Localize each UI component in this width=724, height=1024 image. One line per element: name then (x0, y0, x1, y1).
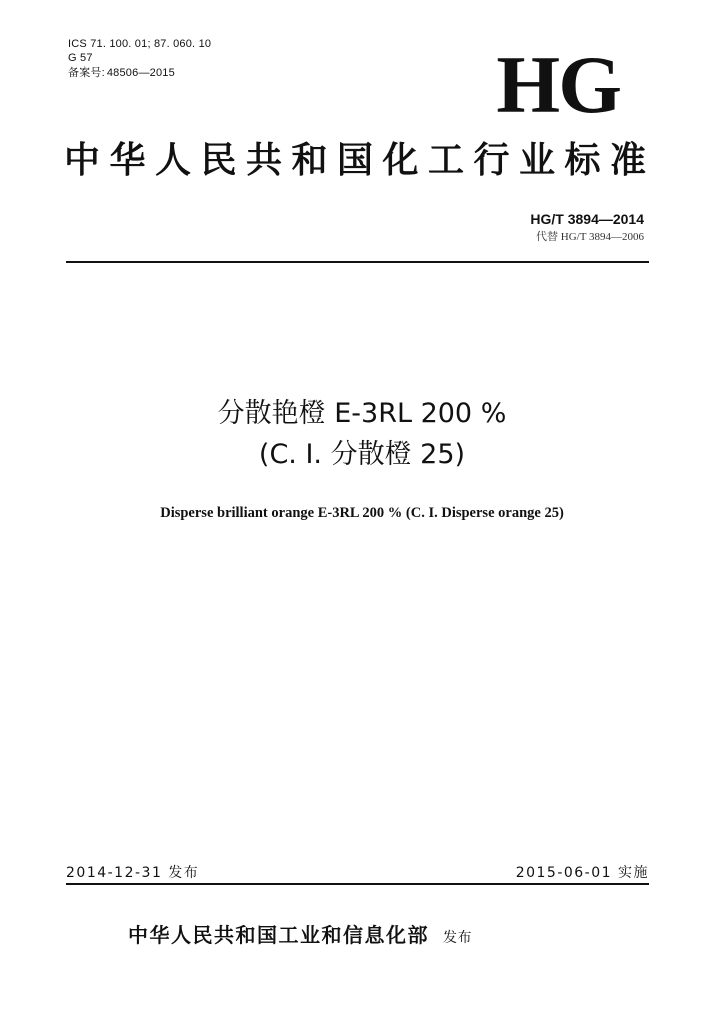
standard-category-title: 中华人民共和国化工行业标准 (64, 139, 648, 181)
issuing-authority (128, 922, 472, 951)
replaced-standard: 代替 HG/T 3894—2006 (536, 231, 644, 243)
issue-date: 2014-12-31 发布 (66, 865, 200, 881)
top-divider (66, 261, 649, 263)
ics-code: ICS 71. 100. 01; 87. 060. 10 (68, 38, 212, 50)
bottom-divider (66, 883, 649, 885)
issuer-release-label: 发布 (443, 930, 472, 946)
issuer-name: 中华人民共和国工业和信息化部 (128, 923, 429, 947)
document-title-zh-line2: (C. I. 分散橙 25) (258, 439, 466, 470)
filing-label: 备案号: (68, 67, 105, 79)
standard-number: HG/T 3894—2014 (530, 211, 644, 227)
document-title-en: Disperse brilliant orange E-3RL 200 % (C. I. Disperse orange 25) (160, 505, 564, 521)
filing-number (68, 67, 175, 80)
filing-value: 48506—2015 (106, 67, 175, 79)
hg-logo: HG (496, 39, 620, 130)
document-title-zh-line1: 分散艳橙 E-3RL 200 % (217, 398, 507, 429)
classification-code: G 57 (68, 52, 93, 64)
effective-date: 2015-06-01 实施 (515, 865, 649, 881)
